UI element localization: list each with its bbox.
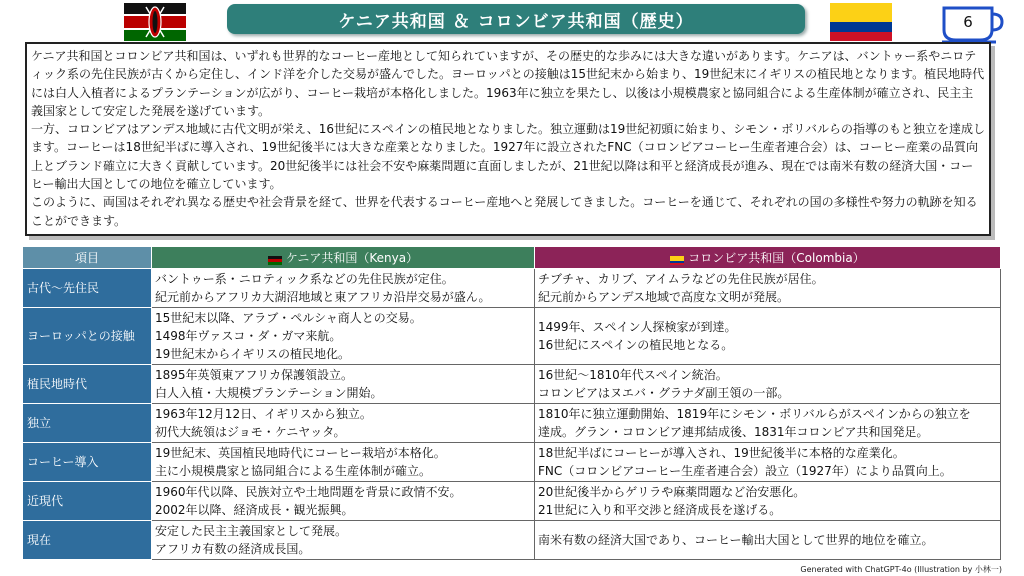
row-label: 古代〜先住民 — [23, 269, 152, 308]
header-colombia-label: コロンビア共和国（Colombia） — [688, 251, 865, 265]
history-comparison-table — [22, 246, 1001, 560]
cell-line: 安定した民主主義国家として発展。 — [155, 524, 348, 538]
page-title: ケニア共和国 ＆ コロンビア共和国（歴史） — [227, 4, 805, 34]
cell-line: 1810年に独立運動開始、1819年にシモン・ボリバルらがスペインからの独立を — [538, 407, 971, 421]
colombia-cell — [535, 404, 1001, 443]
cell-line: 1895年英領東アフリカ保護領設立。 — [155, 368, 353, 382]
row-label: 植民地時代 — [23, 365, 152, 404]
cell-line: 初代大統領はジョモ・ケニヤッタ。 — [155, 425, 346, 439]
cell-line: 19世紀末、英国植民地時代にコーヒー栽培が本格化。 — [155, 446, 446, 460]
table-row — [23, 365, 1001, 404]
kenya-cell — [152, 365, 535, 404]
colombia-cell — [535, 308, 1001, 365]
page-number-badge — [940, 4, 1004, 44]
cell-line: コロンビアはヌエバ・グラナダ副王領の一部。 — [538, 386, 790, 400]
table-row — [23, 482, 1001, 521]
table-row — [23, 443, 1001, 482]
cell-line: 1963年12月12日、イギリスから独立。 — [155, 407, 372, 421]
row-label: ヨーロッパとの接触 — [23, 308, 152, 365]
intro-paragraph-2: 一方、コロンビアはアンデス地域に古代文明が栄え、16世紀にスペインの植民地となりました。独立運動は19世紀初頭に始まり、シモン・ボリバルらの指導のもと独立を達成します。コーヒーは18世紀半ばに導入され、19世紀後半には大きな産業となりました。1927年に設立されたFNC（コロンビアコーヒー生産者連合会）は、コーヒー産業の品質向上とブランド確立に大きく貢献しています。20世紀後半には社会不安や麻薬問題に直面しましたが、21世紀以降は和平と経済成長が進み、現在では南米有数の経済大国・コーヒー輸出大国としての地位を確立しています。 — [31, 122, 985, 192]
table-row — [23, 308, 1001, 365]
colombia-cell — [535, 521, 1001, 560]
cell-line: 南米有数の経済大国であり、コーヒー輸出大国として世界的地位を確立。 — [538, 533, 934, 547]
kenya-flag-icon — [124, 3, 186, 41]
header-kenya — [152, 247, 535, 269]
table-row — [23, 404, 1001, 443]
header-item: 項目 — [23, 247, 152, 269]
cell-line: 紀元前からアンデス地域で高度な文明が発展。 — [538, 290, 790, 304]
credit-text: Generated with ChatGPT-4o (Illustration by 小林一) — [800, 565, 1002, 574]
row-label: 独立 — [23, 404, 152, 443]
cell-line: 1499年、スペイン人探検家が到達。 — [538, 320, 737, 334]
intro-paragraph-3: このように、両国はそれぞれ異なる歴史や社会背景を経て、世界を代表するコーヒー産地へと発展してきました。コーヒーを通じて、それぞれの国の多様性や努力の軌跡を知ることができます。 — [31, 195, 978, 228]
cell-line: 達成。グラン・コロンビア連邦結成後、1831年コロンビア共和国発足。 — [538, 425, 929, 439]
cell-line: 主に小規模農家と協同組合による生産体制が確立。 — [155, 464, 432, 478]
kenya-cell — [152, 443, 535, 482]
header-colombia — [535, 247, 1001, 269]
page-number: 6 — [963, 13, 973, 31]
cell-line: 18世紀半ばにコーヒーが導入され、19世紀後半に本格的な産業化。 — [538, 446, 905, 460]
cell-line: 1960年代以降、民族対立や土地問題を背景に政情不安。 — [155, 485, 462, 499]
colombia-cell — [535, 365, 1001, 404]
colombia-cell — [535, 482, 1001, 521]
colombia-flag-icon — [670, 254, 684, 263]
cell-line: 紀元前からアフリカ大湖沼地域と東アフリカ沿岸交易が盛ん。 — [155, 290, 491, 304]
header-kenya-label: ケニア共和国（Kenya） — [285, 251, 419, 265]
table-row — [23, 269, 1001, 308]
colombia-flag-icon — [830, 3, 892, 41]
cell-line: 19世紀末からイギリスの植民地化。 — [155, 347, 351, 361]
colombia-cell — [535, 269, 1001, 308]
cell-line: 15世紀末以降、アラブ・ペルシャ商人との交易。 — [155, 311, 422, 325]
cell-line: チブチャ、カリブ、アイムラなどの先住民族が居住。 — [538, 272, 824, 286]
row-label: 現在 — [23, 521, 152, 560]
kenya-cell — [152, 482, 535, 521]
kenya-cell — [152, 404, 535, 443]
cell-line: 16世紀〜1810年代スペイン統治。 — [538, 368, 728, 382]
table-header-row — [23, 247, 1001, 269]
kenya-cell — [152, 269, 535, 308]
kenya-cell — [152, 521, 535, 560]
cell-line: 2002年以降、経済成長・観光振興。 — [155, 503, 354, 517]
cell-line: アフリカ有数の経済成長国。 — [155, 542, 311, 556]
row-label: コーヒー導入 — [23, 443, 152, 482]
cell-line: 16世紀にスペインの植民地となる。 — [538, 338, 734, 352]
kenya-flag-icon — [268, 254, 282, 263]
cell-line: 21世紀に入り和平交渉と経済成長を遂げる。 — [538, 503, 782, 517]
intro-text-box — [25, 42, 991, 236]
kenya-cell — [152, 308, 535, 365]
colombia-cell — [535, 443, 1001, 482]
cell-line: 20世紀後半からゲリラや麻薬問題など治安悪化。 — [538, 485, 806, 499]
cell-line: 1498年ヴァスコ・ダ・ガマ来航。 — [155, 329, 342, 343]
cell-line: 白人入植・大規模プランテーション開始。 — [155, 386, 383, 400]
table-row — [23, 521, 1001, 560]
intro-paragraph-1: ケニア共和国とコロンビア共和国は、いずれも世界的なコーヒー産地として知られていますが、その歴史的な歩みには大きな違いがあります。ケニアは、バントゥー系やニロティック系の先住民族が古くから定住し、インド洋を介した交易が盛んでした。ヨーロッパとの接触は15世紀末から始まり、19世紀末にイギリスの植民地となります。植民地時代には白人入植者によるプランテーションが広がり、コーヒー栽培が本格化しました。1963年に独立を果たし、以後は小規模農家と協同組合による生産体制が確立され、民主主義国家として安定した発展を遂げています。 — [31, 49, 985, 118]
cell-line: バントゥー系・ニロティック系などの先住民族が定住。 — [155, 272, 454, 286]
row-label: 近現代 — [23, 482, 152, 521]
cell-line: FNC（コロンビアコーヒー生産者連合会）設立（1927年）により品質向上。 — [538, 464, 952, 478]
